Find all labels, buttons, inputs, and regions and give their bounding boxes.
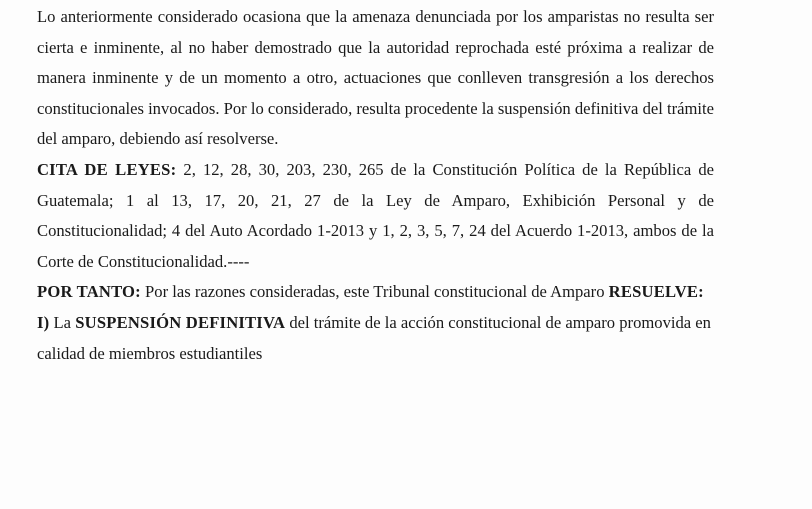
- document-body: [37, 2, 714, 369]
- suspension-definitiva-heading: SUSPENSIÓN DEFINITIVA: [75, 312, 286, 332]
- cita-de-leyes-heading: CITA DE LEYES:: [37, 159, 177, 179]
- cita-de-leyes-text: 2, 12, 28, 30, 203, 230, 265 de la Constitución Política de la República de Guatemala; 1 al 13, 17, 20, 21, 27 de la Ley de Amparo, Exhibición Personal y de Constitucionalidad; 4 del Auto Acordado 1-2013 y 1, 2, 3, 5, 7, 24 del Acuerdo 1-2013, ambos de la Corte de Constitucionalidad.----: [37, 159, 715, 271]
- paragraph-consideration: [37, 2, 714, 155]
- por-tanto-text-3: del trámite de la acción constitucional de amparo promovida en calidad de miembros estudiantiles: [37, 312, 711, 363]
- por-tanto-text-1: Por las razones consideradas, este Tribunal constitucional de Amparo: [140, 282, 609, 302]
- paragraph-consideration-text: Lo anteriormente considerado ocasiona que la amenaza denunciada por los amparistas no resulta ser cierta e inminente, al no haber demostrado que la autoridad reprochada esté próxima a realizar de manera inminente y de un momento a otro, actuaciones que conlleven transgresión a los derechos constitucionales invocados. Por lo considerado, resulta procedente la suspensión definitiva del trámite del amparo, debiendo así resolverse.: [37, 7, 714, 149]
- por-tanto-heading: POR TANTO:: [37, 282, 141, 302]
- paragraph-por-tanto: [37, 277, 714, 369]
- por-tanto-text-2: La: [49, 312, 76, 332]
- paragraph-cita-de-leyes: [37, 155, 714, 277]
- resuelve-heading: RESUELVE: I): [37, 282, 704, 332]
